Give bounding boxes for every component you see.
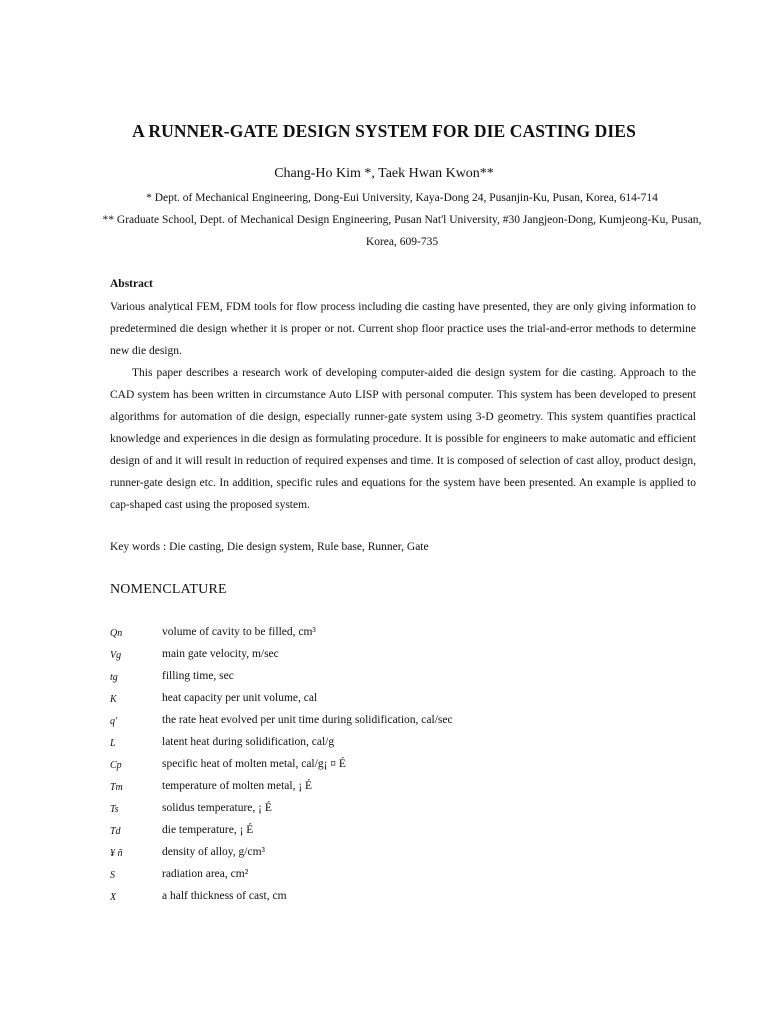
nomenclature-description: latent heat during solidification, cal/g bbox=[162, 736, 335, 748]
nomenclature-symbol: Td bbox=[110, 826, 121, 837]
abstract-paragraph-2: This paper describes a research work of developing computer-aided die design system for die casting. Approach to the CAD system has been written in circumstance Auto LISP with personal computer. This system has been developed to present algorithms for automation of die design, especially runner-gate system using 3-D geometry. This system quantifies practical knowledge and experiences in die design as formulating procedure. It is possible for engineers to make automatic and efficient design of and it will result in reduction of required expenses and time. It is composed of selection of cast alloy, product design, runner-gate design etc. In addition, specific rules and equations for the system have been presented. An example is applied to cap-shaped cast using the proposed system. bbox=[110, 367, 696, 511]
nomenclature-description: temperature of molten metal, ¡ É bbox=[162, 780, 313, 792]
affiliation-1: * Dept. of Mechanical Engineering, Dong-Eui University, Kaya-Dong 24, Pusanjin-Ku, Pusan, Korea, 614-714 bbox=[146, 192, 658, 204]
nomenclature-row bbox=[110, 669, 670, 691]
nomenclature-row bbox=[110, 867, 670, 889]
nomenclature-symbol: L bbox=[110, 738, 116, 749]
nomenclature-row bbox=[110, 779, 670, 801]
nomenclature-list bbox=[110, 625, 670, 911]
nomenclature-description: main gate velocity, m/sec bbox=[162, 648, 279, 660]
abstract-paragraph-1: Various analytical FEM, FDM tools for flow process including die casting have presented, they are only giving information to predetermined die design whether it is proper or not. Current shop floor practice uses the trial-and-error methods to determine new die design. bbox=[110, 301, 696, 357]
keywords: Key words : Die casting, Die design system, Rule base, Runner, Gate bbox=[110, 541, 429, 553]
nomenclature-symbol: Vg bbox=[110, 650, 122, 661]
nomenclature-description: die temperature, ¡ É bbox=[162, 824, 254, 836]
nomenclature-row bbox=[110, 625, 670, 647]
nomenclature-row bbox=[110, 889, 670, 911]
nomenclature-row bbox=[110, 691, 670, 713]
nomenclature-description: solidus temperature, ¡ É bbox=[162, 802, 272, 814]
nomenclature-symbol: K bbox=[110, 694, 117, 705]
nomenclature-description: the rate heat evolved per unit time during solidification, cal/sec bbox=[162, 714, 453, 726]
nomenclature-row bbox=[110, 823, 670, 845]
nomenclature-symbol: ¥ ñ bbox=[110, 848, 123, 859]
nomenclature-description: specific heat of molten metal, cal/g¡ ¤ É bbox=[162, 758, 346, 770]
nomenclature-symbol: Qn bbox=[110, 628, 123, 639]
nomenclature-row bbox=[110, 757, 670, 779]
nomenclature-description: heat capacity per unit volume, cal bbox=[162, 692, 318, 704]
nomenclature-row bbox=[110, 801, 670, 823]
nomenclature-row bbox=[110, 713, 670, 735]
nomenclature-symbol: q' bbox=[110, 716, 118, 727]
nomenclature-symbol: S bbox=[110, 870, 115, 881]
nomenclature-symbol: tg bbox=[110, 672, 118, 683]
affiliation-2: ** Graduate School, Dept. of Mechanical Design Engineering, Pusan Nat'l University, #30 Jangjeon-Dong, Kumjeong-Ku, Pusan, Korea, 609-735 bbox=[102, 214, 702, 248]
nomenclature-symbol: Tm bbox=[110, 782, 123, 793]
nomenclature-description: density of alloy, g/cm³ bbox=[162, 846, 265, 858]
paper-title: A RUNNER-GATE DESIGN SYSTEM FOR DIE CASTING DIES bbox=[132, 121, 636, 141]
nomenclature-symbol: X bbox=[110, 892, 117, 903]
nomenclature-symbol: Ts bbox=[110, 804, 119, 815]
nomenclature-description: a half thickness of cast, cm bbox=[162, 890, 287, 902]
nomenclature-description: filling time, sec bbox=[162, 670, 234, 682]
nomenclature-row bbox=[110, 735, 670, 757]
nomenclature-description: volume of cavity to be filled, cm³ bbox=[162, 626, 316, 638]
abstract-heading: Abstract bbox=[110, 278, 153, 290]
nomenclature-row bbox=[110, 845, 670, 867]
nomenclature-heading: NOMENCLATURE bbox=[110, 582, 227, 597]
paper-authors: Chang-Ho Kim *, Taek Hwan Kwon** bbox=[274, 166, 494, 181]
nomenclature-symbol: Cp bbox=[110, 760, 122, 771]
nomenclature-row bbox=[110, 647, 670, 669]
nomenclature-description: radiation area, cm² bbox=[162, 868, 249, 880]
